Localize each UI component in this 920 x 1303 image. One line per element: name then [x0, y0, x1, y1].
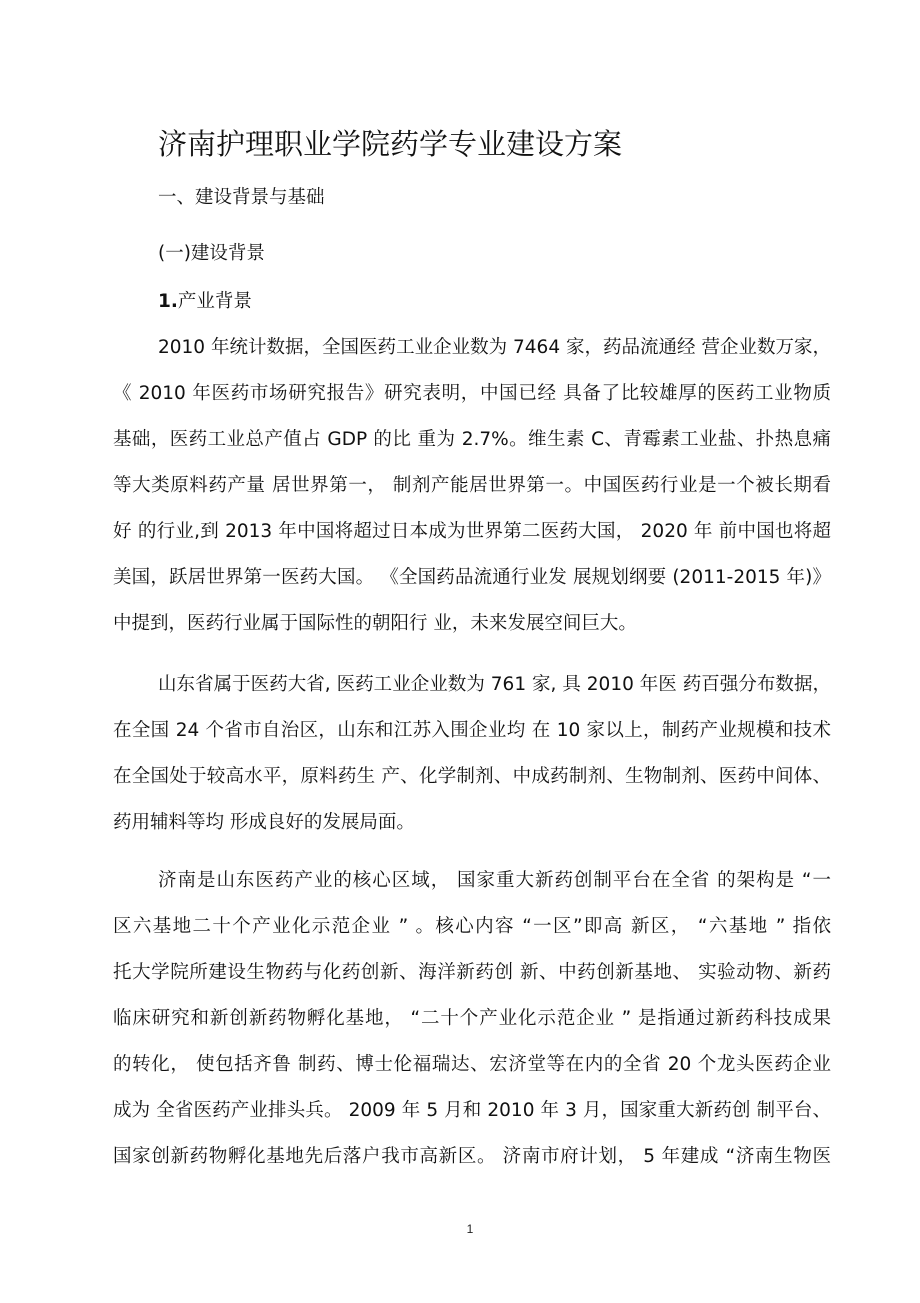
- subsection-heading: (一)建设背景: [158, 243, 265, 264]
- text-line: 临床研究和新创新药物孵化基地， “二十个产业化示范企业 ” 是指通过新药科技成果: [113, 1008, 831, 1029]
- text-line: 《 2010 年医药市场研究报告》研究表明，中国已经 具备了比较雄厚的医药工业物质: [113, 383, 831, 404]
- text-line: 济南是山东医药产业的核心区域， 国家重大新药创制平台在全省 的架构是 “一: [158, 870, 831, 891]
- page-number: 1: [466, 1222, 474, 1236]
- text-line: 基础，医药工业总产值占 GDP 的比 重为 2.7%。维生素 C、青霉素工业盐、扑热息痛: [113, 429, 831, 450]
- text-line: 在全国 24 个省市自治区，山东和江苏入围企业均 在 10 家以上，制药产业规模和技术: [113, 720, 831, 741]
- text-line: 山东省属于医药大省, 医药工业企业数为 761 家, 具 2010 年医 药百强分布数据，: [158, 674, 831, 695]
- document-title: 济南护理职业学院药学专业建设方案: [158, 127, 623, 161]
- heading-text: 产业背景: [177, 291, 252, 312]
- text-line: 等大类原料药产量 居世界第一， 制剂产能居世界第一。中国医药行业是一个被长期看: [113, 475, 831, 496]
- text-line: 药用辅料等均 形成良好的发展局面。: [113, 812, 415, 833]
- text-line: 好 的行业,到 2013 年中国将超过日本成为世界第二医药大国， 2020 年 前中国也将超: [113, 521, 831, 542]
- heading-number: 1.: [158, 291, 178, 312]
- sub-subsection-heading: [158, 289, 252, 315]
- text-line: 在全国处于较高水平，原料药生 产、化学制剂、中成药制剂、生物制剂、医药中间体、: [113, 766, 831, 787]
- text-line: 的转化， 使包括齐鲁 制药、博士伦福瑞达、宏济堂等在内的全省 20 个龙头医药企业: [113, 1054, 831, 1075]
- text-line: 中提到，医药行业属于国际性的朝阳行 业，未来发展空间巨大。: [113, 613, 637, 634]
- text-line: 托大学院所建设生物药与化药创新、海洋新药创 新、中药创新基地、 实验动物、新药: [113, 962, 831, 983]
- section-heading-1: 一、建设背景与基础: [158, 187, 325, 208]
- text-line: 成为 全省医药产业排头兵。 2009 年 5 月和 2010 年 3 月，国家重大新药创 制平台、: [113, 1100, 831, 1121]
- text-line: 区六基地二十个产业化示范企业 ” 。核心内容 “一区”即高 新区， “六基地 ” 指依: [113, 916, 831, 937]
- text-line: 2010 年统计数据，全国医药工业企业数为 7464 家，药品流通经 营企业数万家，: [158, 337, 831, 358]
- text-line: 美国，跃居世界第一医药大国。 《全国药品流通行业发 展规划纲要 (2011-2015 年)》: [113, 567, 831, 588]
- text-line: 国家创新药物孵化基地先后落户我市高新区。 济南市府计划， 5 年建成 “济南生物医: [113, 1146, 831, 1167]
